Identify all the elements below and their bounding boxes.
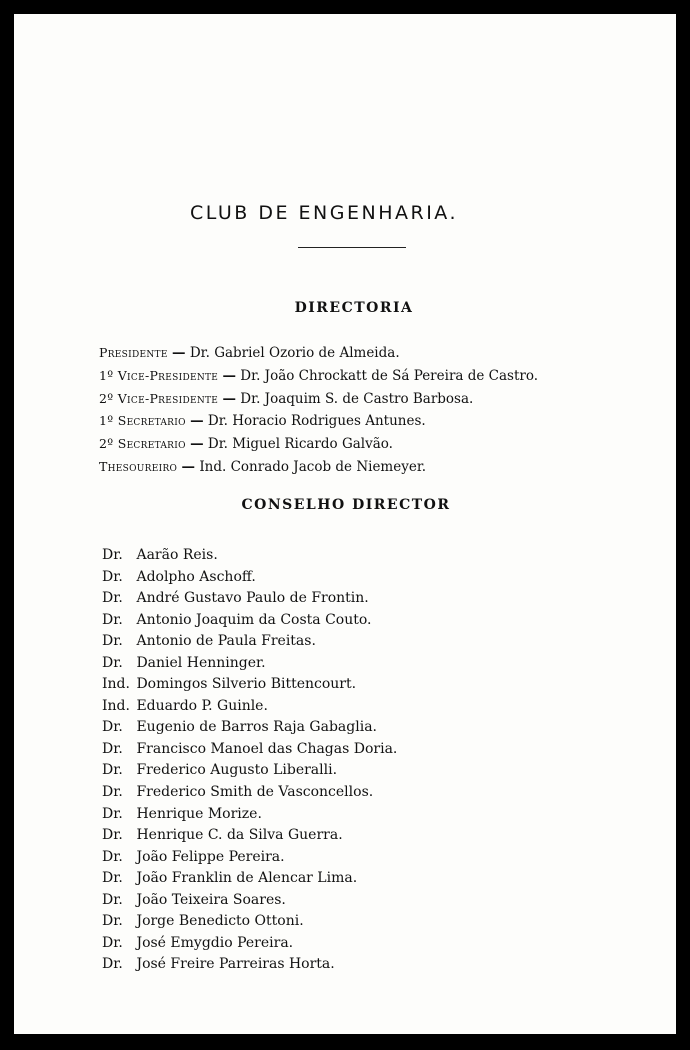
member-title: Dr. bbox=[102, 633, 123, 650]
member-title: Dr. bbox=[102, 654, 123, 671]
officer-row bbox=[99, 388, 659, 411]
member-row bbox=[102, 739, 562, 761]
member-name: Henrique Morize. bbox=[136, 805, 262, 822]
officer-dash: — bbox=[172, 345, 186, 361]
member-title: Dr. bbox=[102, 956, 123, 973]
member-name: Jorge Benedicto Ottoni. bbox=[136, 913, 304, 930]
member-title: Dr. bbox=[102, 568, 123, 585]
officer-name: Dr. Horacio Rodrigues Antunes. bbox=[207, 413, 426, 430]
officers-list bbox=[99, 342, 659, 479]
member-title: Dr. bbox=[102, 547, 123, 563]
member-title: Dr. bbox=[102, 805, 123, 822]
member-title: Ind. bbox=[102, 676, 130, 693]
member-name: Eugenio de Barros Raja Gabaglia. bbox=[136, 719, 377, 736]
member-title: Dr. bbox=[102, 934, 123, 951]
officer-dash: — bbox=[222, 367, 236, 384]
officer-name: Dr. João Chrockatt de Sá Pereira de Castro. bbox=[240, 367, 539, 384]
officer-name: Ind. Conrado Jacob de Niemeyer. bbox=[199, 458, 427, 475]
member-row bbox=[102, 847, 562, 869]
officer-role: Thesoureiro bbox=[99, 458, 178, 474]
member-row bbox=[102, 717, 562, 739]
member-name: Frederico Augusto Liberalli. bbox=[136, 762, 338, 779]
member-name: José Freire Parreiras Horta. bbox=[136, 956, 335, 973]
member-name: João Teixeira Soares. bbox=[136, 891, 286, 908]
member-title: Dr. bbox=[102, 848, 123, 865]
page-title: CLUB DE ENGENHARIA. bbox=[189, 202, 458, 224]
officer-role: Presidente bbox=[99, 345, 168, 360]
document-page bbox=[14, 14, 676, 1034]
member-name: Adolpho Aschoff. bbox=[136, 568, 256, 585]
conselho-heading: CONSELHO DIRECTOR bbox=[241, 497, 451, 513]
member-name: Antonio Joaquim da Costa Couto. bbox=[136, 611, 372, 628]
member-row bbox=[102, 545, 562, 567]
member-row bbox=[102, 696, 562, 718]
member-name: André Gustavo Paulo de Frontin. bbox=[136, 590, 369, 607]
member-name: João Franklin de Alencar Lima. bbox=[136, 870, 358, 887]
officer-role: 1º Vice-Presidente bbox=[99, 367, 219, 383]
member-title: Dr. bbox=[102, 784, 123, 801]
officer-role: 2º Vice-Presidente bbox=[99, 390, 219, 406]
officer-dash: — bbox=[181, 458, 196, 475]
member-title: Dr. bbox=[102, 719, 123, 736]
member-row bbox=[102, 631, 562, 653]
member-title: Dr. bbox=[102, 891, 123, 908]
member-name: Frederico Smith de Vasconcellos. bbox=[136, 784, 374, 801]
member-row bbox=[102, 804, 562, 826]
officer-role: 2º Secretario bbox=[99, 436, 186, 452]
officer-dash: — bbox=[190, 413, 204, 430]
officer-dash: — bbox=[190, 436, 204, 453]
officer-row bbox=[99, 365, 659, 388]
member-title: Dr. bbox=[102, 590, 123, 607]
member-title: Dr. bbox=[102, 827, 123, 844]
member-title: Dr. bbox=[102, 870, 123, 887]
officer-name: Dr. Joaquim S. de Castro Barbosa. bbox=[240, 390, 474, 407]
officer-row bbox=[99, 433, 659, 456]
member-row bbox=[102, 890, 562, 912]
member-name: João Felippe Pereira. bbox=[136, 848, 285, 865]
member-row bbox=[102, 760, 562, 782]
officer-row bbox=[99, 456, 659, 479]
member-row bbox=[102, 653, 562, 675]
member-row bbox=[102, 588, 562, 610]
member-title: Dr. bbox=[102, 611, 123, 628]
member-title: Dr. bbox=[102, 762, 123, 779]
member-name: Eduardo P. Guinle. bbox=[136, 697, 268, 714]
member-title: Dr. bbox=[102, 740, 123, 757]
member-name: José Emygdio Pereira. bbox=[136, 934, 294, 951]
member-name: Daniel Henninger. bbox=[136, 654, 266, 671]
officer-dash: — bbox=[222, 390, 236, 407]
member-row bbox=[102, 674, 562, 696]
member-title: Ind. bbox=[102, 697, 130, 714]
member-name: Francisco Manoel das Chagas Doria. bbox=[136, 740, 398, 757]
member-name: Antonio de Paula Freitas. bbox=[136, 633, 316, 650]
officer-row bbox=[99, 410, 659, 433]
member-row bbox=[102, 933, 562, 955]
officer-name: Dr. Miguel Ricardo Galvão. bbox=[207, 436, 393, 453]
member-row bbox=[102, 954, 562, 976]
member-name: Domingos Silverio Bittencourt. bbox=[136, 676, 357, 693]
member-row bbox=[102, 610, 562, 632]
member-title: Dr. bbox=[102, 913, 123, 930]
officer-name: Dr. Gabriel Ozorio de Almeida. bbox=[189, 345, 400, 361]
directoria-heading: DIRECTORIA bbox=[294, 300, 414, 316]
member-row bbox=[102, 782, 562, 804]
member-row bbox=[102, 825, 562, 847]
member-name: Aarão Reis. bbox=[136, 547, 218, 563]
member-row bbox=[102, 567, 562, 589]
officer-role: 1º Secretario bbox=[99, 413, 186, 429]
members-list bbox=[102, 545, 562, 976]
member-row bbox=[102, 868, 562, 890]
title-divider bbox=[298, 247, 406, 248]
member-name: Henrique C. da Silva Guerra. bbox=[136, 827, 343, 844]
member-row bbox=[102, 911, 562, 933]
officer-row bbox=[99, 342, 659, 365]
